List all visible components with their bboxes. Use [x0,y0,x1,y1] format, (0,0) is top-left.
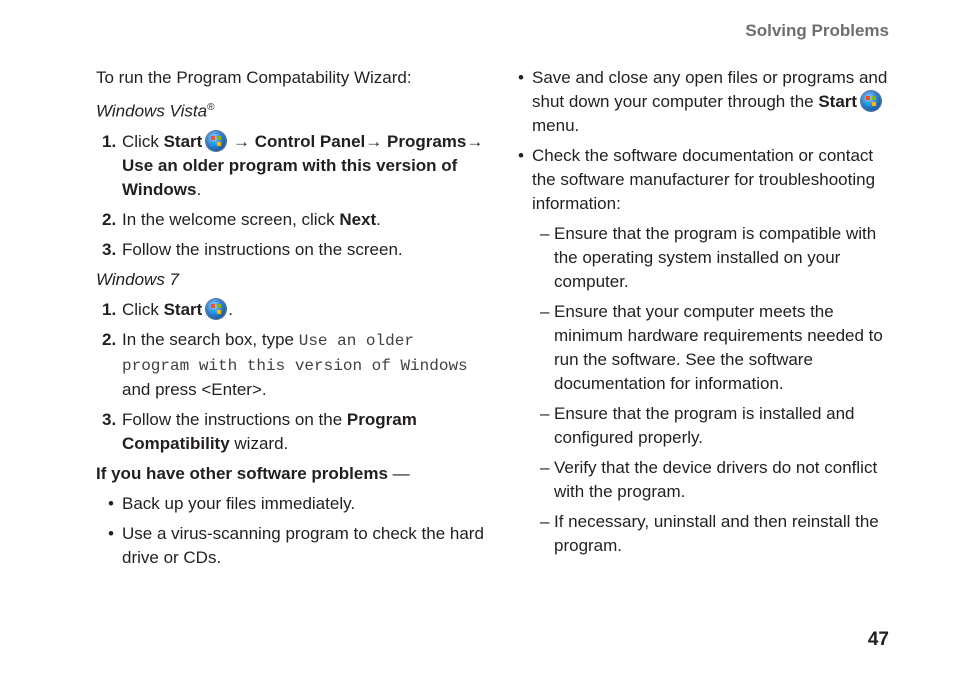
win7-step-3: 3. Follow the instructions on the Program Compatibility wizard. [102,409,417,453]
win7-step-1: 1. Click Start . [102,299,234,319]
right-bullet-2: • Check the software documentation or contact the software manufacturer for troubleshooting information: [518,146,876,213]
sub-item-4: – Verify that the device drivers do not conflict with the program. [540,458,878,501]
win7-step-2: 2. In the search box, type Use an older program with this version of Windows and press <Enter>. [102,329,468,399]
sub-item-5: – If necessary, uninstall and then reinstall the program. [540,512,879,555]
left-bullet-2: • Use a virus-scanning program to check the hard drive or CDs. [108,523,484,567]
sub-item-1: – Ensure that the program is compatible with the operating system installed on your computer. [540,224,877,291]
vista-heading: Windows Vista® [96,101,215,121]
windows-start-icon [206,299,226,319]
sub-item-3: – Ensure that the program is installed and configured properly. [540,404,855,447]
windows-start-icon [861,91,881,111]
right-column [518,66,888,564]
other-problems-heading: If you have other software problems — [96,463,410,483]
windows-start-icon [206,131,226,151]
vista-step-2: 2. In the welcome screen, click Next. [102,209,381,229]
right-bullet-1: • Save and close any open files or programs and shut down your computer through the Start menu. [518,68,888,135]
sub-item-2: – Ensure that your computer meets the minimum hardware requirements needed to run the software. See the software documentation for information. [540,302,883,393]
page-number: 47 [867,629,889,650]
vista-step-3: 3. Follow the instructions on the screen. [102,239,403,259]
left-column [96,66,486,576]
left-bullet-1: • Back up your files immediately. [108,493,356,513]
vista-step-1: 1. Click Start → Control Panel→ Programs→ Use an older program with this version of Windows. [102,131,484,199]
win7-heading: Windows 7 [96,269,179,289]
running-header: Solving Problems [745,21,889,40]
intro-text: To run the Program Compatability Wizard: [96,68,412,87]
